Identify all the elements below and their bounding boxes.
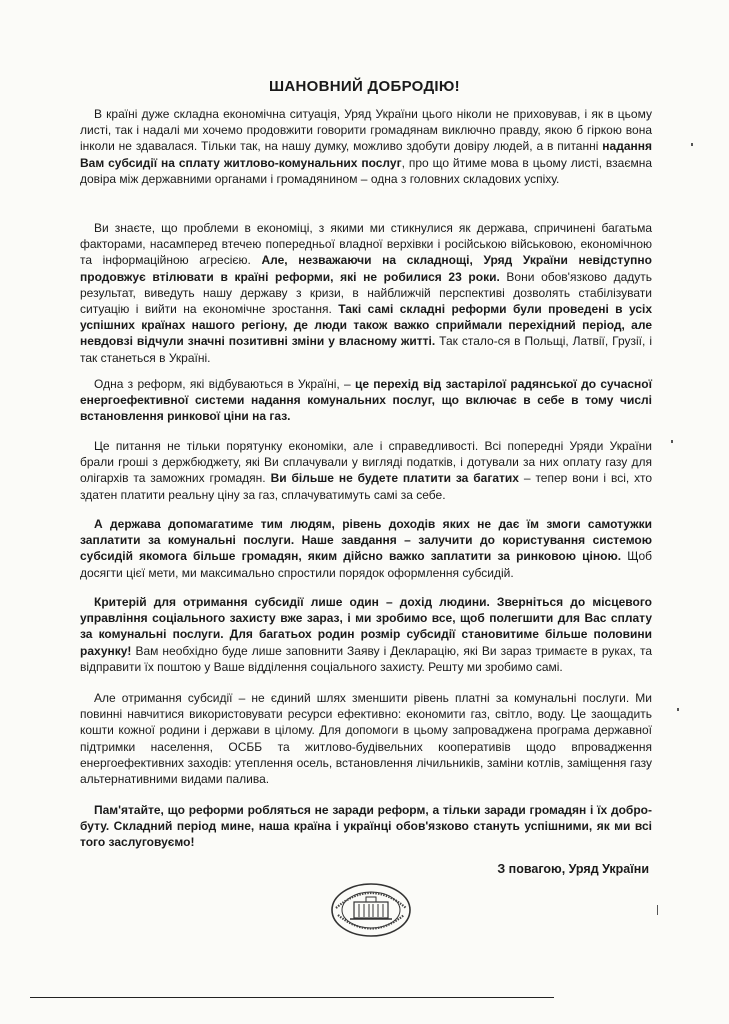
paragraph-7 [80, 690, 652, 787]
bold-text-segment: Пам'ятайте, що реформи робляться не заради реформ, а тільки заради громадян і їх добро-буту. Складний період мине, наша країна і українці обов'язково стануть успішними, як ми всі того заслуговуємо! [80, 803, 652, 850]
scan-speck [691, 143, 693, 146]
text-segment: Це питання не тільки порятунку економіки, але і справедливості. Всі попередні Уряди України брали гроші з держбюджету, які Ви сплачували у вигляді податків, і дотували за них оплату газу для олігархів та заможних громадян. [80, 439, 652, 486]
paragraph-1 [80, 106, 652, 187]
text-segment: – тепер вони і всі, хто здатен платити реальну ціну за газ, сплачуватимуть самі за себе. [80, 471, 653, 502]
text-segment: , про що йтиме мова в цьому листі, взаємна довіра між державними органами і громадянином – одна з головних складових успіху. [80, 155, 652, 186]
bold-text-segment: А держава допомагатиме тим людям, рівень доходів яких не дає їм змоги самотужки заплатити за комунальні послуги. Наше завдання – залучити до користування системою субсидій якомога більше громадян, яким дійсно важко заплатити за ринковою ціною. [80, 517, 652, 564]
text-segment: Але отримання субсидії – не єдиний шлях зменшити рівень платні за комунальні послуги. Ми повинні навчитися використовувати ресурси ефективно: економити газ, світло, воду. Це заощадить кошти кожної родини і держави в цілому. Для допомоги в цьому запроваджена програма державної підтримки населення, ОСББ та житлово-будівельних кооперативів щодо впровадження енергоефективних заходів: утеплення осель, встановлення лічильників, заміни котлів, заміщення газу альтернативними видами палива. [80, 691, 652, 787]
text-segment: В країні дуже складна економічна ситуація, Уряд України цього ніколи не приховував, і як в цьому листі, так і надалі ми хочемо продовжити говорити громадянам виключно правду, якою б гіркою вона інколи не здавалася. Тільки так, на нашу думку, можливо здобути довіру людей, а в питанні [80, 107, 652, 154]
scan-speck [657, 905, 658, 915]
paragraph-3 [80, 376, 652, 425]
bold-text-segment: надання Вам субсидії на сплату житлово-комунальних послуг [80, 139, 652, 170]
paragraph-8 [80, 802, 652, 851]
bold-text-segment: це перехід від застарілої радянської до сучасної енергоефективної системи надання комунальних послуг, що включає в себе в тому числі встановлення ринкової ціни на газ. [80, 377, 652, 424]
text-segment: Ви знаєте, що проблеми в економіці, з якими ми стикнулися як держава, спричинені багатьма факторами, насамперед втечею попередньої владної верхівки і російською військовою, економічною та інформаційною агресією. [80, 221, 652, 268]
text-segment: Вам необхідно буде лише заповнити Заяву і Декларацію, які Ви зараз тримаєте в руках, та відправити їх поштою у Ваше відділення соціального захисту. Решту ми зробимо самі. [80, 643, 652, 674]
scan-speck [677, 708, 679, 711]
bottom-rule [30, 997, 554, 998]
paragraph-6 [80, 594, 652, 675]
text-segment: Так стало-ся в Польщі, Латвії, Грузії, і так станеться в Україні. [80, 334, 652, 365]
bold-text-segment: Але, незважаючи на складнощі, Уряд України невідступно продовжує втілювати в країні реформи, які не робилися 23 роки. [80, 253, 652, 284]
text-segment: Щоб досягти цієї мети, ми максимально спростили порядок оформлення субсидій. [80, 549, 653, 580]
bold-text-segment: Критерій для отримання субсидії лише один – дохід людини. Зверніться до місцевого управління соціального захисту вже зараз, і ми зробимо все, щоб полегшити для Вас сплату за комунальні послуги. Для багатьох родин розмір субсидії становитиме більше половини рахунку! [80, 595, 652, 658]
text-segment: Одна з реформ, які відбуваються в Україні, – [94, 377, 355, 391]
letter-title: ШАНОВНИЙ ДОБРОДІЮ! [269, 78, 460, 95]
paragraph-4 [80, 438, 652, 503]
bold-text-segment: Ви більше не будете платити за багатих [270, 471, 519, 486]
government-seal-icon [330, 882, 412, 938]
paragraph-2 [80, 220, 652, 366]
signature: З повагою, Уряд України [497, 862, 649, 876]
bold-text-segment: Такі самі складні реформи були проведені в усіх успішних країнах нашого регіону, де люди також важко сприймали перехідний період, але невдовзі відчули значні позитивні зміни у власному житті. [80, 302, 653, 349]
paragraph-5 [80, 516, 652, 581]
scan-speck [671, 440, 673, 443]
text-segment: Вони обов'язково дадуть результат, виведуть нашу державу з кризи, в найближчій перспективі дозволять стабілізувати ситуацію і вийти на економічне зростання. [80, 269, 652, 317]
